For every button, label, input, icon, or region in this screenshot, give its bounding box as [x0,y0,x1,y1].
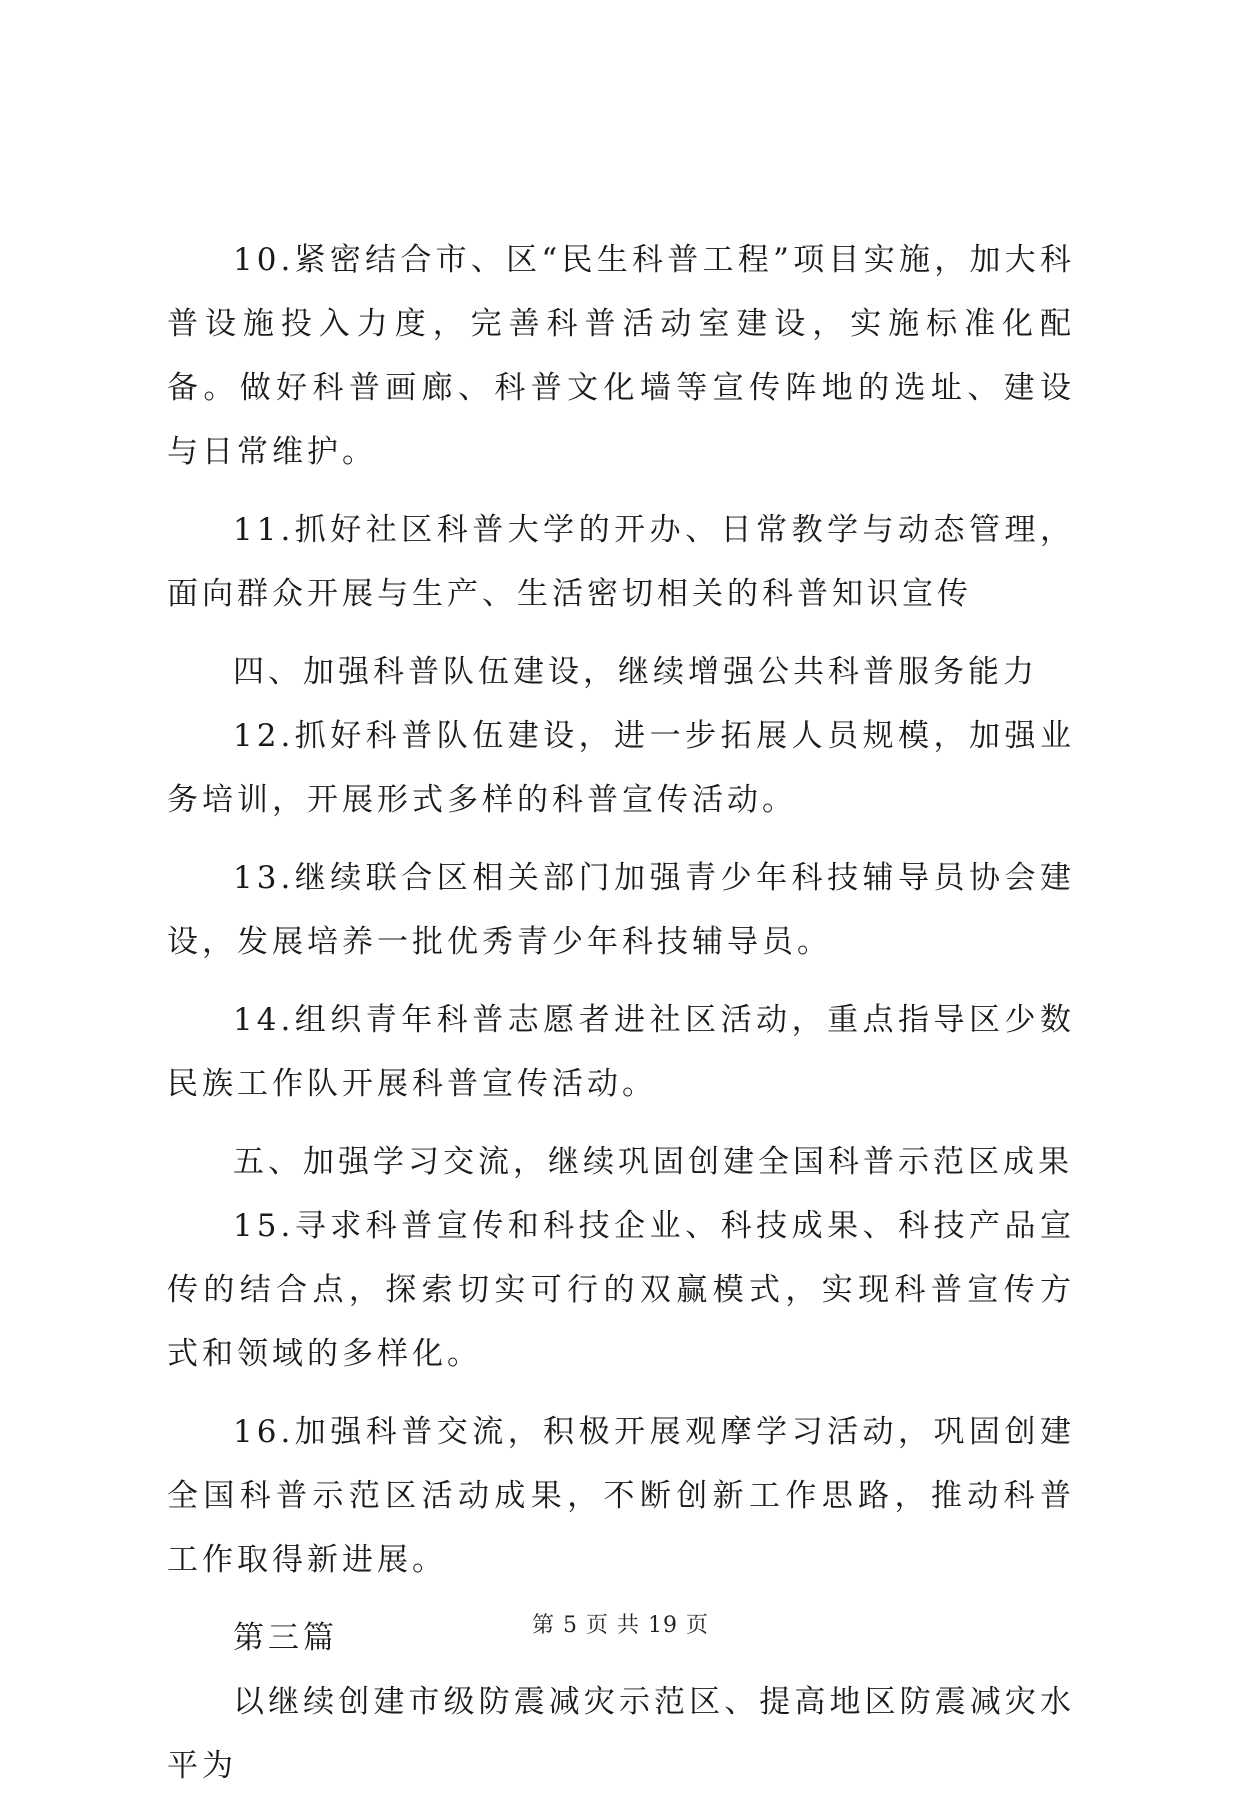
paragraph-14: 14.组织青年科普志愿者进社区活动，重点指导区少数民族工作队开展科普宣传活动。 [167,1002,1075,1102]
paragraph-10: 10.紧密结合市、区“民生科普工程”项目实施，加大科普设施投入力度，完善科普活动室建设，实施标准化配备。做好科普画廊、科普文化墙等宣传阵地的选址、建设与日常维护。 [167,242,1075,470]
paragraph-16: 16.加强科普交流，积极开展观摩学习活动，巩固创建全国科普示范区活动成果，不断创新工作思路，推动科普工作取得新进展。 [167,1414,1075,1578]
page-number-footer: 第 5 页 共 19 页 [532,1613,709,1638]
section-heading-5: 五、加强学习交流，继续巩固创建全国科普示范区成果 [233,1144,1073,1180]
paragraph-part3-intro: 以继续创建市级防震减灾示范区、提高地区防震减灾水平为 [167,1684,1075,1784]
paragraph-11: 11.抓好社区科普大学的开办、日常教学与动态管理，面向群众开展与生产、生活密切相关的科普知识宣传 [167,512,1075,612]
section-heading-4: 四、加强科普队伍建设，继续增强公共科普服务能力 [233,654,1038,690]
document-body [167,228,1075,1812]
paragraph-13: 13.继续联合区相关部门加强青少年科技辅导员协会建设，发展培养一批优秀青少年科技辅导员。 [167,860,1075,960]
paragraph-15: 15.寻求科普宣传和科技企业、科技成果、科技产品宣传的结合点，探索切实可行的双赢模式，实现科普宣传方式和领域的多样化。 [167,1208,1075,1372]
part-title: 第三篇 [233,1620,338,1656]
paragraph-12: 12.抓好科普队伍建设，进一步拓展人员规模，加强业务培训，开展形式多样的科普宣传活动。 [167,718,1075,818]
